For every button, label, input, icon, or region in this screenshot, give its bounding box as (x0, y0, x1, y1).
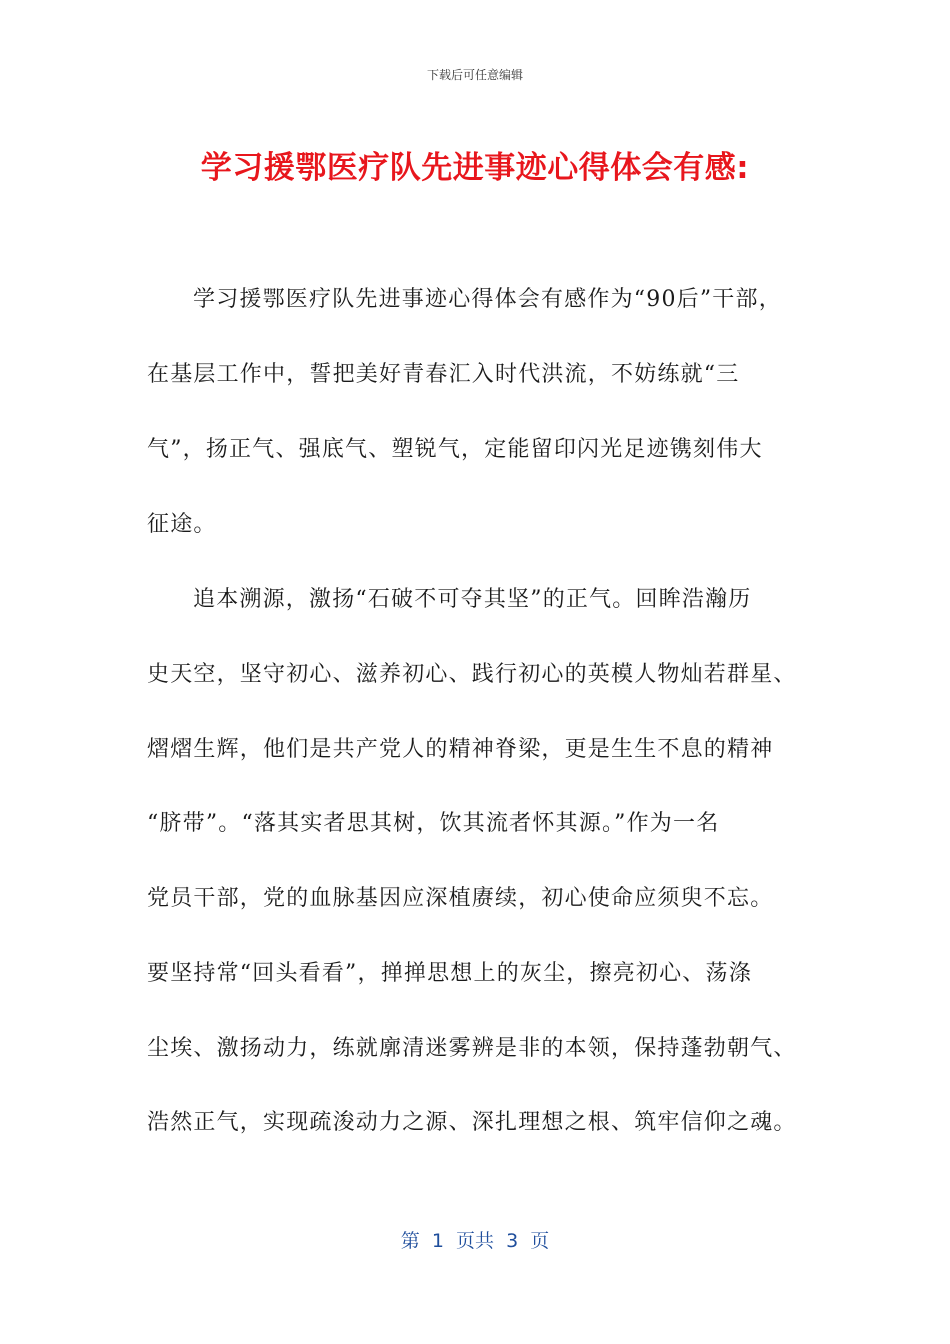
paragraph-1-line-1: 学习援鄂医疗队先进事迹心得体会有感作为“90后”干部， (193, 287, 782, 312)
page-number: 第 1 页共 3 页 (400, 1230, 550, 1252)
paragraph-2-line-6: 要坚持常“回头看看”，掸掸思想上的灰尘，擦亮初心、荡涤 (147, 961, 752, 986)
paragraph-2-line-2: 史天空，坚守初心、滋养初心、践行初心的英模人物灿若群星、 (147, 662, 797, 687)
paragraph-2-line-4: “脐带”。“落其实者思其树，饮其流者怀其源。”作为一名 (147, 811, 720, 836)
paragraph-2-line-3: 熠熠生辉，他们是共产党人的精神脊梁，更是生生不息的精神 (147, 737, 774, 762)
paragraph-1-line-2: 在基层工作中，誓把美好青春汇入时代洪流，不妨练就“三 (147, 362, 740, 387)
paragraph-2-line-8: 浩然正气，实现疏浚动力之源、深扎理想之根、筑牢信仰之魂。 (147, 1110, 797, 1135)
paragraph-2-line-1: 追本溯源，激扬“石破不可夺其坚”的正气。回眸浩瀚历 (193, 587, 752, 612)
header-note: 下载后可任意编辑 (426, 68, 523, 82)
document-title: 学习援鄂医疗队先进事迹心得体会有感: (200, 150, 750, 186)
paragraph-2-line-7: 尘埃、激扬动力，练就廓清迷雾辨是非的本领，保持蓬勃朝气、 (147, 1036, 797, 1061)
paragraph-1-line-4: 征途。 (147, 512, 217, 537)
paragraph-1-line-3: 气”，扬正气、强底气、塑锐气，定能留印闪光足迹镌刻伟大 (147, 437, 763, 462)
paragraph-2-line-5: 党员干部，党的血脉基因应深植赓续，初心使命应须臾不忘。 (147, 886, 774, 911)
